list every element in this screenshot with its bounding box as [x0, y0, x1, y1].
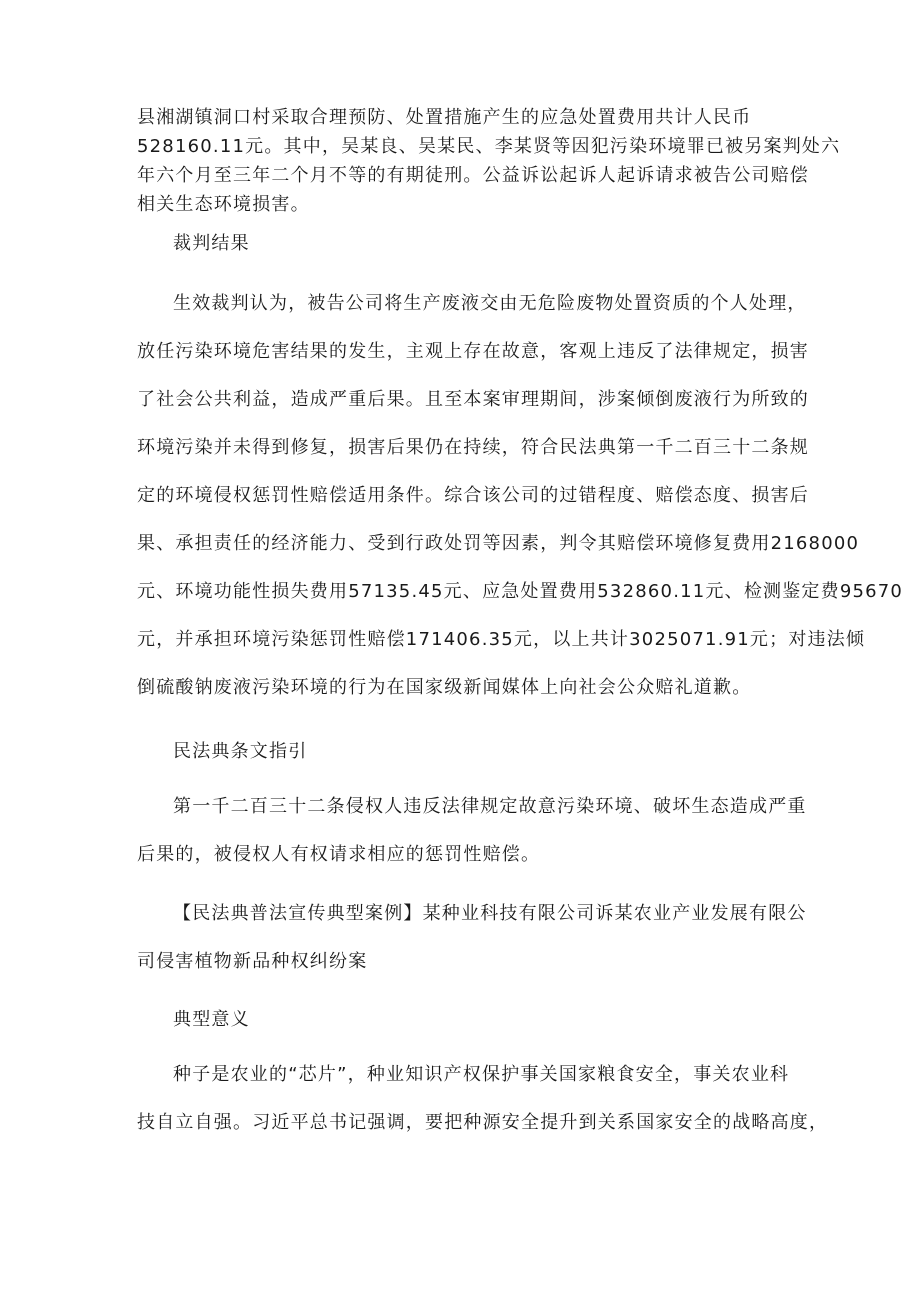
judgment-line: 定的环境侵权惩罚性赔偿适用条件。综合该公司的过错程度、赔偿态度、损害后	[137, 485, 809, 506]
judgment-line: 环境污染并未得到修复，损害后果仍在持续，符合民法典第一千二百三十二条规	[137, 437, 809, 458]
case-title-line: 司侵害植物新品种权纠纷案	[137, 951, 368, 972]
civil-code-line: 第一千二百三十二条侵权人违反法律规定故意污染环境、破坏生态造成严重	[173, 796, 807, 817]
judgment-paragraph	[137, 280, 904, 712]
judgment-line: 倒硫酸钠废液污染环境的行为在国家级新闻媒体上向社会公众赔礼道歉。	[137, 677, 752, 698]
intro-line: 年六个月至三年二个月不等的有期徒刑。公益诉讼起诉人起诉请求被告公司赔偿	[137, 165, 809, 186]
intro-paragraph	[137, 103, 841, 219]
judgment-line: 了社会公共利益，造成严重后果。且至本案审理期间，涉案倾倒废液行为所致的	[137, 389, 809, 410]
significance-line: 种子是农业的“芯片”，种业知识产权保护事关国家粮食安全，事关农业科	[173, 1064, 790, 1085]
intro-line: 县湘湖镇洞口村采取合理预防、处置措施产生的应急处置费用共计人民币	[137, 107, 752, 128]
judgment-heading: 裁判结果	[173, 233, 250, 254]
intro-line: 相关生态环境损害。	[137, 194, 310, 215]
civil-code-heading: 民法典条文指引	[173, 741, 308, 762]
judgment-line: 果、承担责任的经济能力、受到行政处罚等因素，判令其赔偿环境修复费用2168000	[137, 533, 860, 554]
significance-line: 技自立自强。习近平总书记强调，要把种源安全提升到关系国家安全的战略高度，	[137, 1112, 829, 1133]
intro-line: 528160.11元。其中，吴某良、吴某民、李某贤等因犯污染环境罪已被另案判处六	[137, 136, 841, 157]
case-title-line: 【民法典普法宣传典型案例】某种业科技有限公司诉某农业产业发展有限公	[173, 903, 807, 924]
judgment-line: 元、环境功能性损失费用57135.45元、应急处置费用532860.11元、检测鉴定费95670	[137, 581, 904, 602]
civil-code-paragraph	[137, 783, 807, 879]
judgment-line: 元，并承担环境污染惩罚性赔偿171406.35元，以上共计3025071.91元；对违法倾	[137, 629, 866, 650]
significance-paragraph	[137, 1051, 829, 1147]
significance-heading: 典型意义	[173, 1009, 250, 1030]
judgment-line: 放任污染环境危害结果的发生，主观上存在故意，客观上违反了法律规定，损害	[137, 341, 809, 362]
judgment-line: 生效裁判认为，被告公司将生产废液交由无危险废物处置资质的个人处理，	[173, 293, 807, 314]
civil-code-line: 后果的，被侵权人有权请求相应的惩罚性赔偿。	[137, 844, 541, 865]
case-title	[137, 890, 807, 986]
